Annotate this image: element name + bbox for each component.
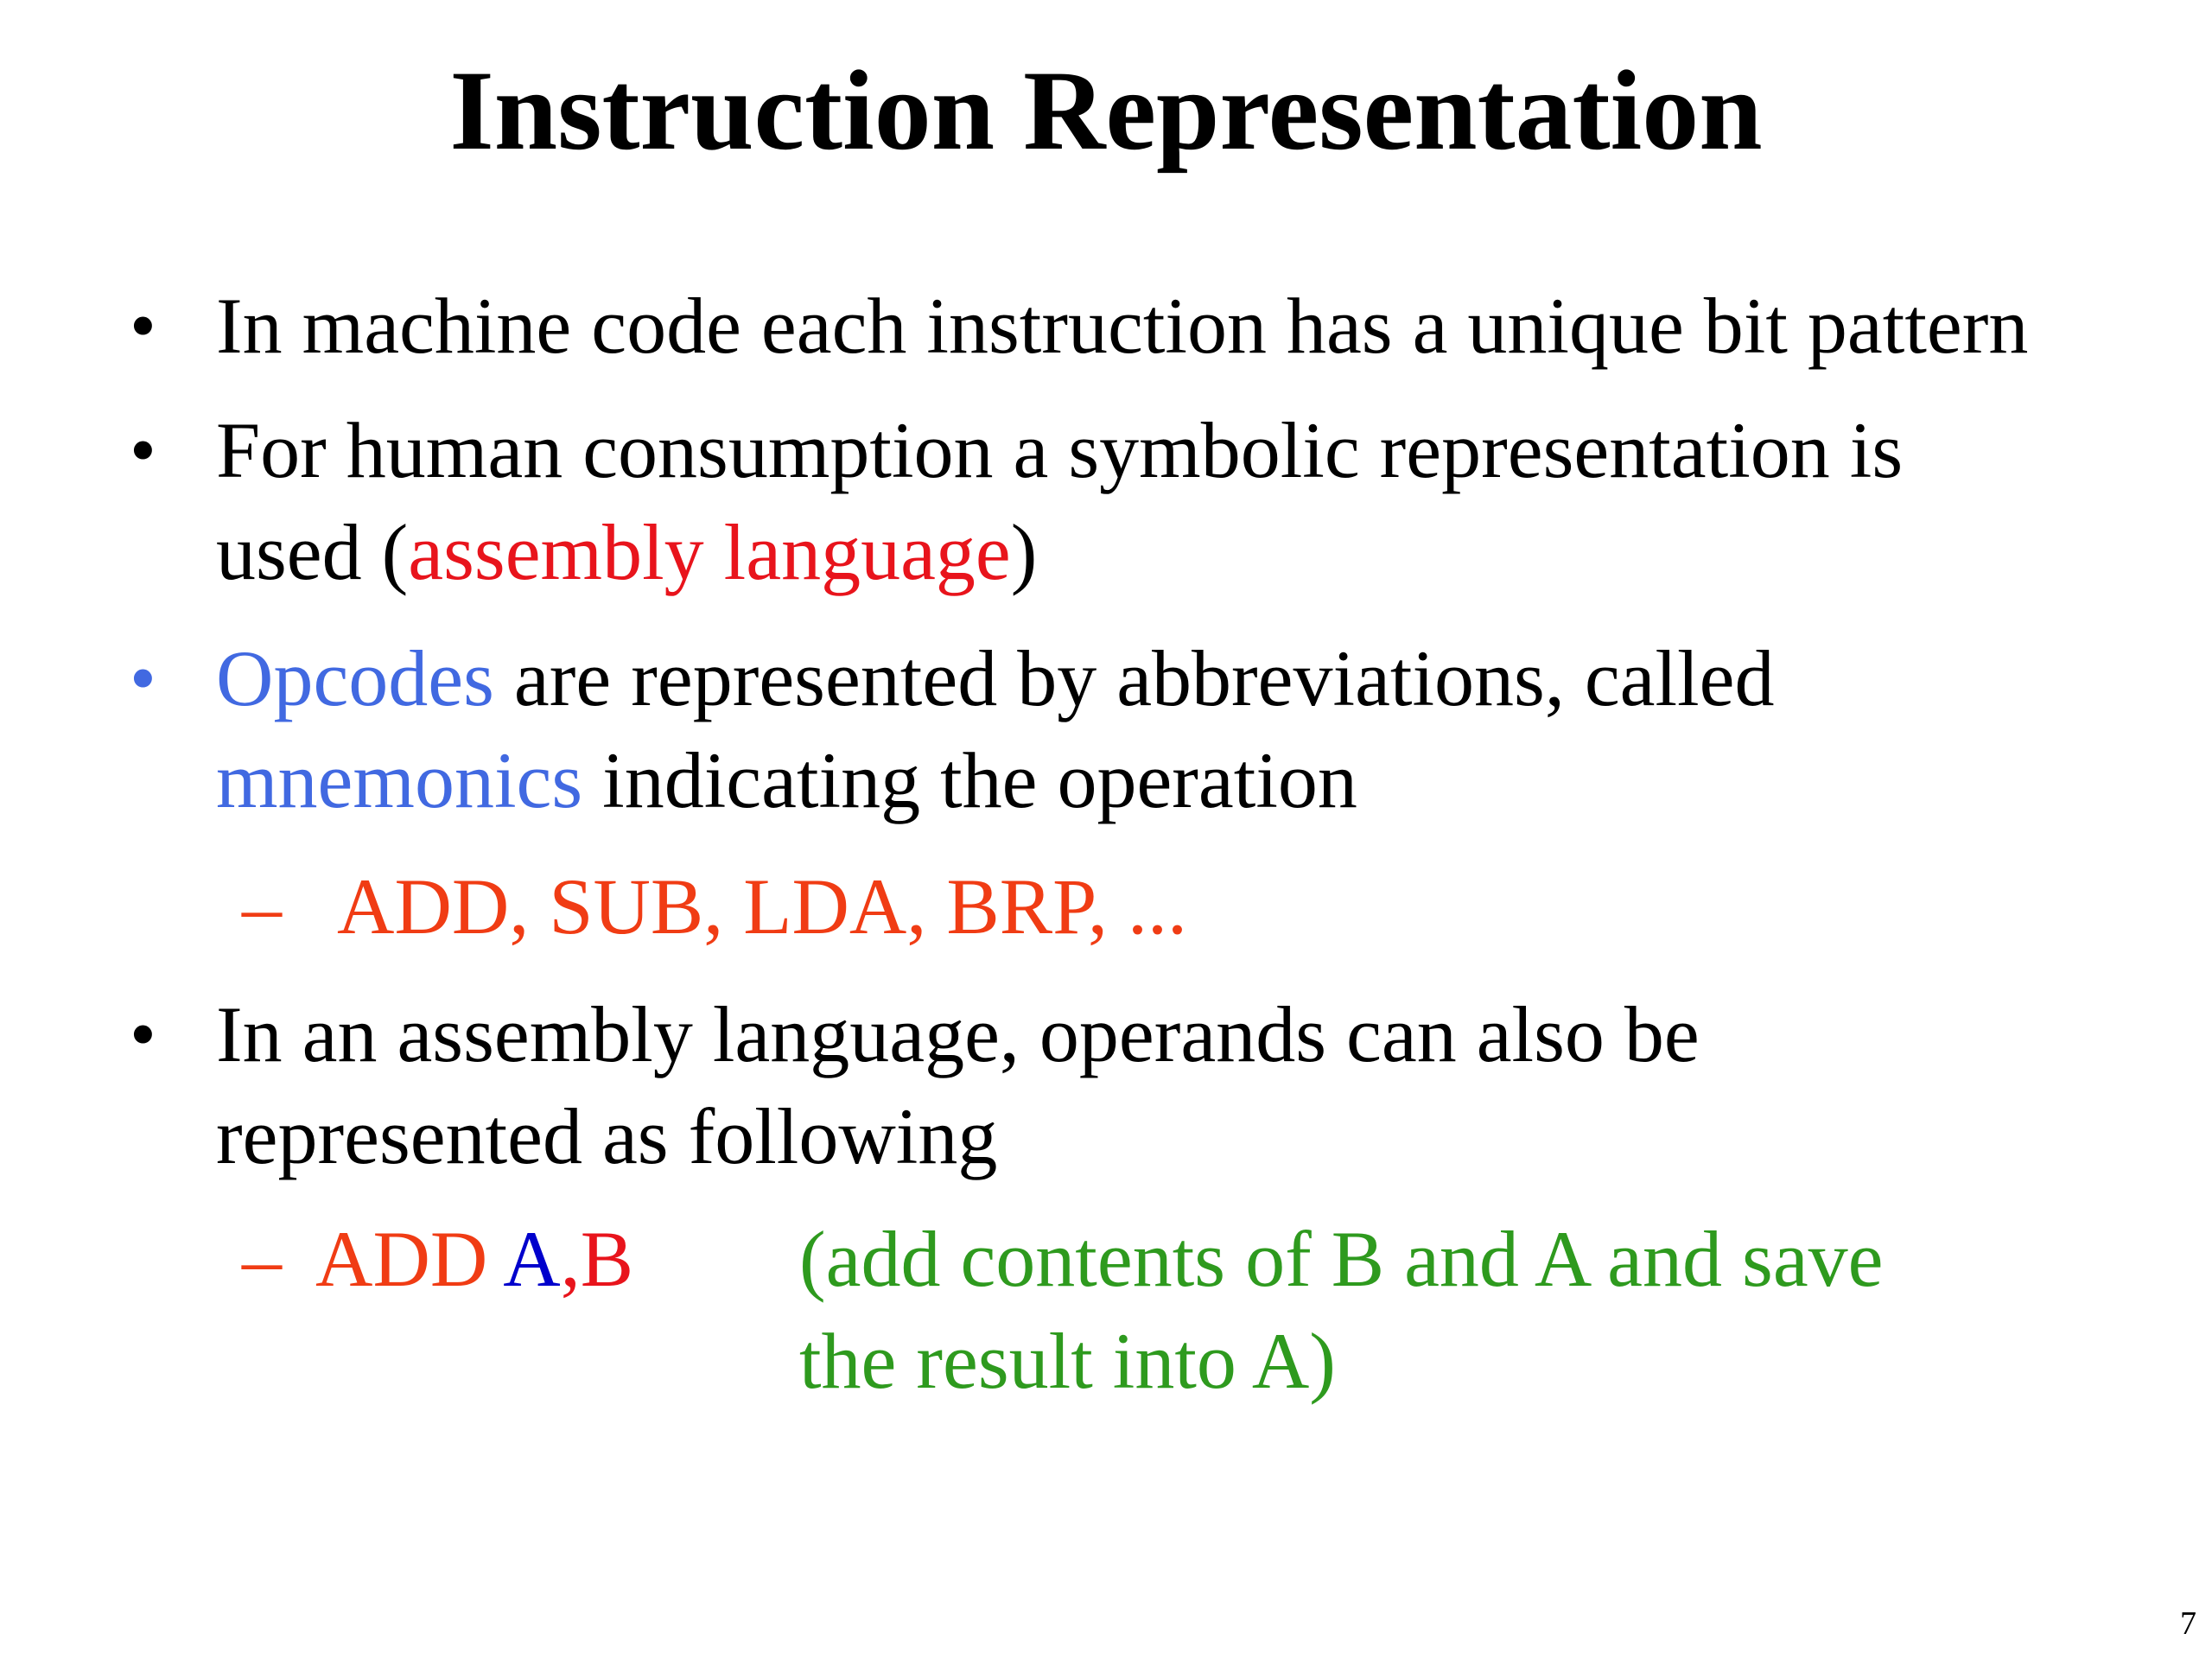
code-operand-b: B: [580, 1215, 634, 1303]
bullet-3-line-1-rest: are represented by abbreviations, called: [493, 634, 1775, 722]
bullet-2-line-2-suffix: ): [1010, 508, 1038, 596]
mnemonic-examples: ADD, SUB, LDA, BRP, ...: [337, 862, 1188, 950]
code-operand-a: A: [503, 1215, 561, 1303]
bullet-2-line-1: For human consumption a symbolic representation is: [216, 406, 1904, 494]
example-comment-line-2: the result into A): [799, 1317, 1336, 1405]
bullet-3-line-1: [216, 631, 1774, 726]
assembly-example-code: [315, 1211, 633, 1306]
bullet-marker: •: [130, 637, 156, 721]
bullet-marker: •: [130, 284, 156, 368]
bullet-4-line-1: In an assembly language, operands can also be: [216, 990, 1700, 1078]
mnemonics-highlight: mnemonics: [216, 736, 583, 824]
opcodes-highlight: Opcodes: [216, 634, 494, 722]
assembly-language-highlight: assembly language: [408, 508, 1011, 596]
bullet-1-text: In machine code each instruction has a unique bit pattern: [216, 282, 2029, 370]
sub-bullet-marker: –: [242, 1215, 282, 1303]
code-separator: ,: [560, 1215, 581, 1303]
bullet-3-line-2: [216, 733, 1357, 828]
bullet-3-line-2-rest: indicating the operation: [582, 736, 1357, 824]
sub-bullet-marker: –: [242, 862, 282, 950]
code-op: ADD: [315, 1215, 504, 1303]
example-comment-line-1: (add contents of B and A and save: [799, 1215, 1884, 1303]
bullet-2-line-2-prefix: used (: [216, 508, 409, 596]
bullet-marker: •: [130, 993, 156, 1077]
bullet-2-line-2: [216, 505, 1037, 600]
page-number: 7: [2180, 1605, 2196, 1642]
bullet-4-line-2: represented as following: [216, 1092, 998, 1180]
bullet-marker: •: [130, 409, 156, 493]
slide-title: Instruction Representation: [449, 47, 1763, 174]
